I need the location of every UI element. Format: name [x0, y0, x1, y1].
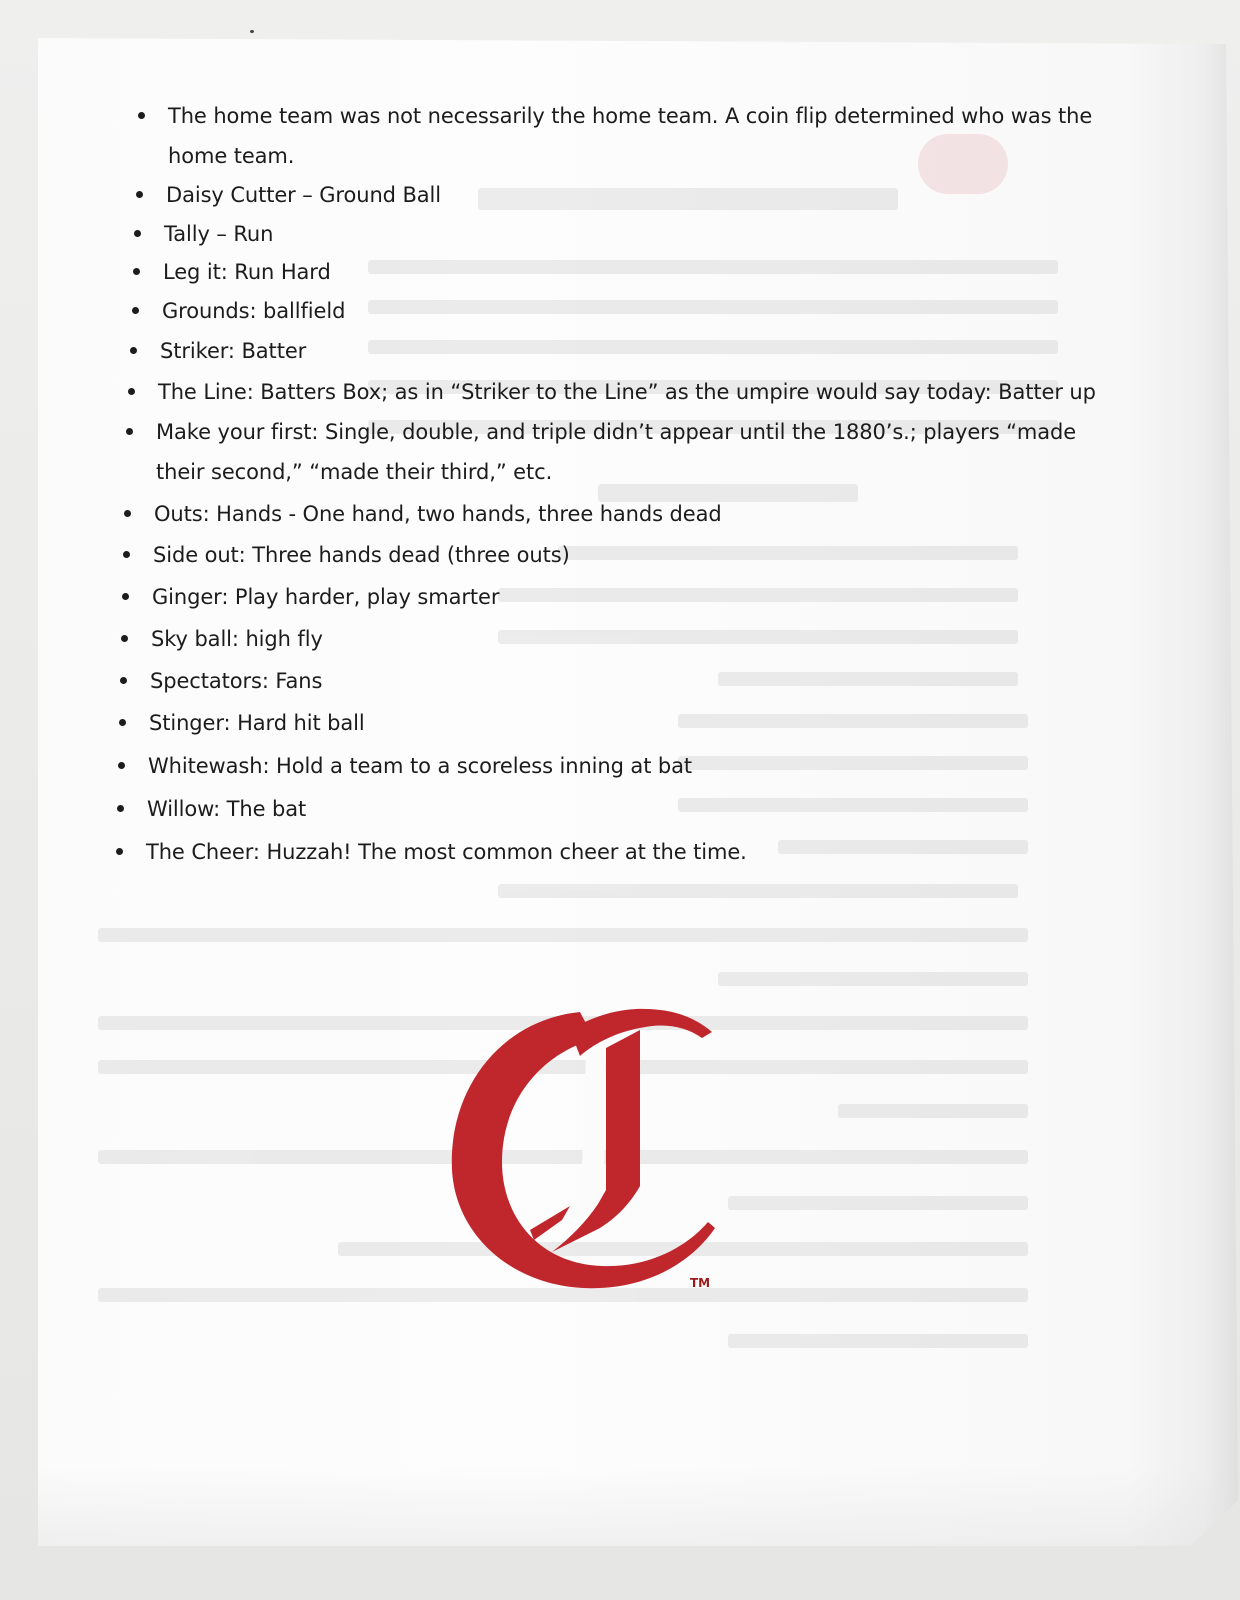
- list-item-text: The Line: Batters Box; as in “Striker to the Line” as the umpire would say today: Batter up: [158, 380, 1096, 404]
- trademark-mark: TM: [690, 1276, 711, 1290]
- logo-spur: [530, 1206, 570, 1240]
- list-item-text: Tally – Run: [164, 222, 274, 246]
- bullet-icon: [124, 510, 131, 517]
- list-item-text-continued: their second,” “made their third,” etc.: [156, 460, 553, 484]
- list-item: [162, 291, 345, 331]
- list-item: [164, 214, 273, 254]
- bullet-icon: [133, 268, 140, 275]
- list-item-text: Stinger: Hard hit ball: [149, 711, 365, 735]
- paper-bottom-shadow: [38, 1466, 1238, 1546]
- list-item-text: Sky ball: high fly: [151, 627, 323, 651]
- list-item-text: Willow: The bat: [147, 797, 307, 821]
- logo-top-flag: [570, 1009, 712, 1056]
- list-item: [160, 331, 306, 371]
- list-item-text-continued: home team.: [168, 144, 295, 168]
- list-item-text: Whitewash: Hold a team to a scoreless inning at bat: [148, 754, 693, 778]
- bullet-icon: [122, 593, 129, 600]
- list-item-text: Leg it: Run Hard: [163, 260, 331, 284]
- list-item-text: The Cheer: Huzzah! The most common cheer at the time.: [146, 840, 747, 864]
- list-item: [152, 577, 499, 617]
- list-item-text: Striker: Batter: [160, 339, 307, 363]
- logo-inner-slit: [580, 1046, 606, 1222]
- bullet-icon: [138, 112, 145, 119]
- bullet-icon: [120, 677, 127, 684]
- list-item: [166, 175, 441, 215]
- list-item: [150, 661, 322, 701]
- old-english-c-logo-icon: [430, 990, 730, 1310]
- bullet-icon: [132, 307, 139, 314]
- list-item-text: Spectators: Fans: [150, 669, 323, 693]
- bullet-icon: [123, 551, 130, 558]
- bullet-icon: [121, 635, 128, 642]
- list-item: [146, 832, 747, 872]
- bullet-icon: [136, 191, 143, 198]
- list-item: [154, 494, 722, 534]
- list-item-text: Make your first: Single, double, and triple didn’t appear until the 1880’s.; players “made: [156, 420, 1077, 444]
- bullet-icon: [130, 347, 137, 354]
- list-item: [168, 96, 1092, 176]
- bullet-icon: [128, 388, 135, 395]
- paper-fold-shadow: [1128, 38, 1238, 1546]
- list-item-text: Ginger: Play harder, play smarter: [152, 585, 500, 609]
- dust-speck: [250, 30, 254, 33]
- list-item: [158, 372, 1096, 412]
- list-item: [149, 703, 365, 743]
- bullet-icon: [116, 848, 123, 855]
- list-item: [163, 252, 331, 292]
- list-item-text: The home team was not necessarily the home team. A coin flip determined who was the: [168, 104, 1093, 128]
- bullet-icon: [134, 230, 141, 237]
- list-item: [148, 746, 692, 786]
- list-item-text: Outs: Hands - One hand, two hands, three hands dead: [154, 502, 722, 526]
- list-item-text: Grounds: ballfield: [162, 299, 346, 323]
- bullet-icon: [119, 719, 126, 726]
- list-item-text: Side out: Three hands dead (three outs): [153, 543, 570, 567]
- list-item: [147, 789, 306, 829]
- list-item: [151, 619, 323, 659]
- bullet-icon: [117, 805, 124, 812]
- list-item: [153, 535, 570, 575]
- list-item: [156, 412, 1076, 492]
- bullet-icon: [118, 762, 125, 769]
- list-item-text: Daisy Cutter – Ground Ball: [166, 183, 442, 207]
- bullet-icon: [126, 428, 133, 435]
